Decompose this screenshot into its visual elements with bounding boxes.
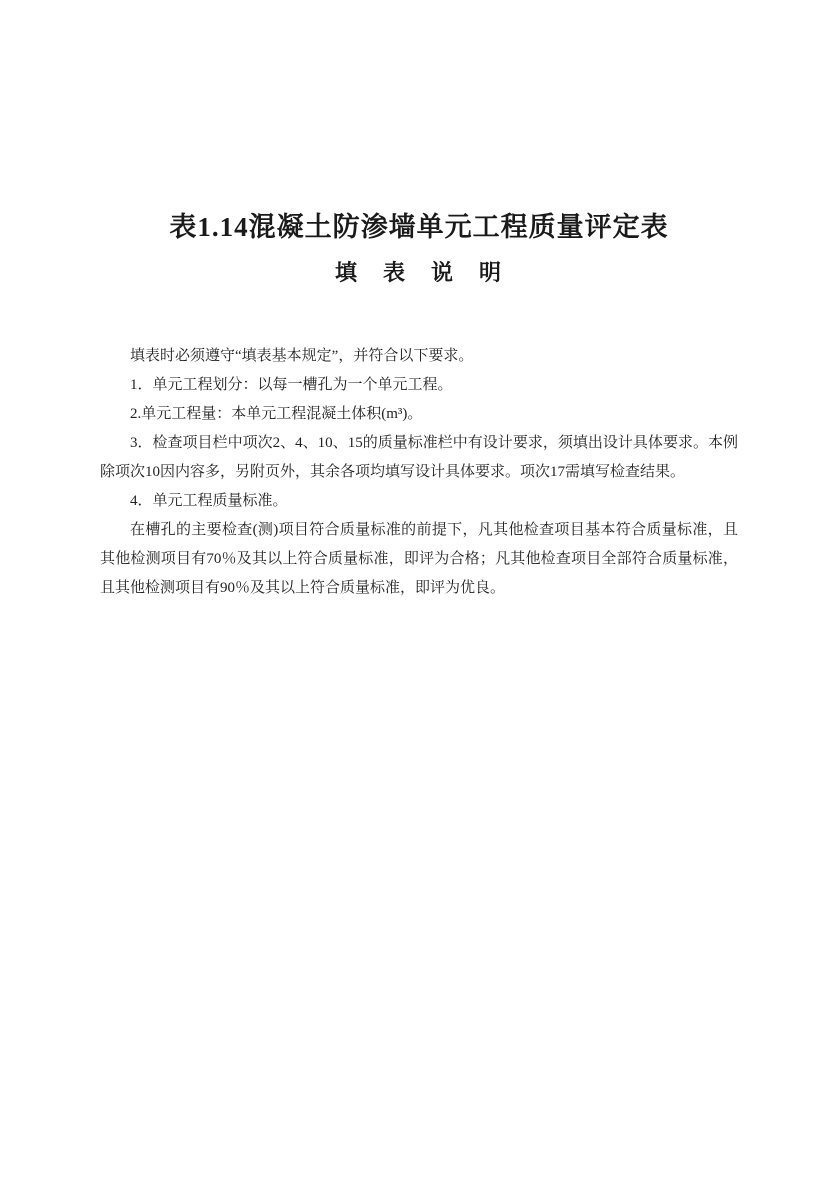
quality-standard-paragraph: 在槽孔的主要检查(测)项目符合质量标准的前提下，凡其他检查项目基本符合质量标准，且其他检测项目有70％及其以上符合质量标准，即评为合格；凡其他检查项目全部符合质量标准，且其他检测项目有90％及其以上符合质量标准，即评为优良。 <box>100 522 738 596</box>
page-subtitle: 填 表 说 明 <box>334 260 503 285</box>
item-2-paragraph: 2.单元工程量：本单元工程混凝土体积(m³)。 <box>130 406 423 422</box>
instructions-body <box>100 342 738 603</box>
item-3-paragraph: 3．检查项目栏中项次2、4、10、15的质量标准栏中有设计要求，须填出设计具体要求。本例除项次10因内容多，另附页外，其余各项均填写设计具体要求。项次17需填写检查结果。 <box>100 435 738 480</box>
page-title: 表1.14混凝土防渗墙单元工程质量评定表 <box>169 212 669 242</box>
item-1-paragraph: 1．单元工程划分：以每一槽孔为一个单元工程。 <box>130 377 453 393</box>
item-4-paragraph: 4．单元工程质量标准。 <box>130 493 288 509</box>
intro-paragraph: 填表时必须遵守“填表基本规定”，并符合以下要求。 <box>130 348 474 364</box>
